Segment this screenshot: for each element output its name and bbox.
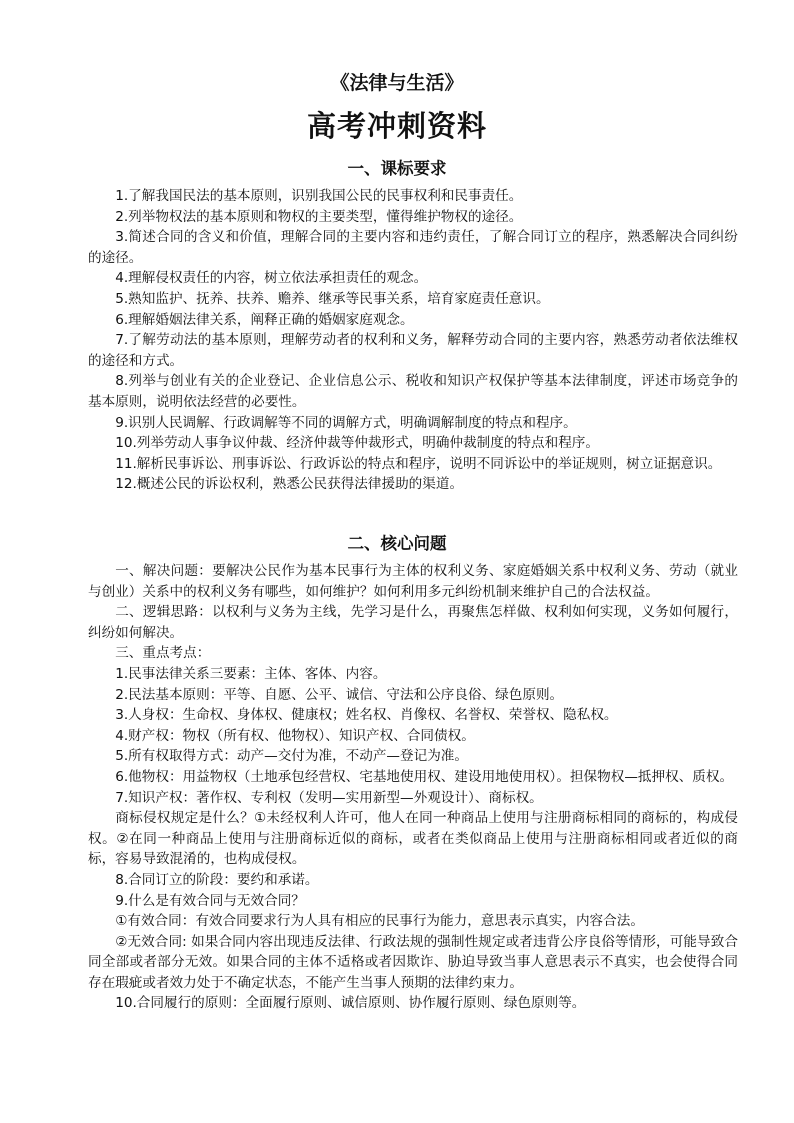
paragraph: ②无效合同: 如果合同内容出现违反法律、行政法规的强制性规定或者违背公序良俗等情形，可能导致合同全部或者部分无效。如果合同的主体不适格或者因欺诈、胁迫导致当事人意思表示不真实，也会使得合同存在瑕疵或者效力处于不确定状态，不能产生当事人预期的法律约束力。: [88, 933, 738, 991]
section-heading-standards: 一、课标要求: [347, 159, 447, 178]
list-item: 7.了解劳动法的基本原则，理解劳动者的权利和义务，解释劳动合同的主要内容，熟悉劳动者依法维权的途径和方式。: [88, 332, 738, 369]
list-item: 10.列举劳动人事争议仲裁、经济仲裁等仲裁形式，明确仲裁制度的特点和程序。: [115, 435, 599, 452]
list-item: 3.简述合同的含义和价值，理解合同的主要内容和违约责任，了解合同订立的程序，熟悉解决合同纠纷的途径。: [88, 229, 738, 266]
paragraph: 二、逻辑思路：以权利与义务为主线，先学习是什么，再聚焦怎样做、权利如何实现，义务如何履行，纠纷如何解决。: [88, 604, 738, 641]
document-title: 高考冲刺资料: [306, 109, 487, 143]
list-item: 12.概述公民的诉讼权利，熟悉公民获得法律援助的渠道。: [115, 476, 464, 493]
list-item: 5.熟知监护、抚养、扶养、赡养、继承等民事关系，培育家庭责任意识。: [115, 290, 550, 307]
list-item: 1.了解我国民法的基本原则，识别我国公民的民事权利和民事责任。: [115, 188, 523, 204]
document-subtitle: 《法律与生活》: [330, 72, 464, 94]
list-item: 6.他物权：用益物权（土地承包经营权、宅基地使用权、建设用地使用权）。担保物权—抵押权、质权。: [115, 768, 734, 785]
standards-list: [88, 186, 738, 495]
paragraph: ①有效合同：有效合同要求行为人具有相应的民事行为能力，意思表示真实，内容合法。: [115, 913, 644, 930]
list-item: 10.合同履行的原则：全面履行原则、诚信原则、协作履行原则、绿色原则等。: [115, 995, 586, 1012]
core-issues-list: [88, 561, 738, 1014]
list-item: 2.民法基本原则：平等、自愿、公平、诚信、守法和公序良俗、绿色原则。: [115, 686, 564, 703]
list-item: 6.理解婚姻法律关系，阐释正确的婚姻家庭观念。: [115, 311, 414, 328]
list-item: 11.解析民事诉讼、刑事诉讼、行政诉讼的特点和程序，说明不同诉讼中的举证规则，树立证据意识。: [115, 455, 722, 472]
list-item: 5.所有权取得方式：动产—交付为准，不动产—登记为准。: [115, 748, 468, 765]
list-item: 4.财产权：物权（所有权、他物权）、知识产权、合同债权。: [115, 727, 475, 744]
list-item: 8.列举与创业有关的企业登记、企业信息公示、税收和知识产权保护等基本法律制度，评述市场竞争的基本原则，说明依法经营的必要性。: [88, 373, 738, 410]
list-item: 1.民事法律关系三要素：主体、客体、内容。: [115, 665, 387, 682]
paragraph: 三、重点考点：: [115, 645, 211, 662]
list-item: 3.人身权：生命权、身体权、健康权；姓名权、肖像权、名誉权、荣誉权、隐私权。: [115, 707, 618, 724]
list-item: 9.识别人民调解、行政调解等不同的调解方式，明确调解制度的特点和程序。: [115, 414, 577, 431]
list-item: 4.理解侵权责任的内容，树立依法承担责任的观念。: [115, 270, 428, 287]
paragraph: 商标侵权规定是什么？①未经权利人许可，他人在同一种商品上使用与注册商标相同的商标的，构成侵权。②在同一种商品上使用与注册商标近似的商标，或者在类似商品上使用与注册商标相同或者近似的商标，容易导致混淆的，也构成侵权。: [88, 810, 738, 868]
list-item: 2.列举物权法的基本原则和物权的主要类型，懂得维护物权的途径。: [115, 208, 523, 225]
list-item: 9.什么是有效合同与无效合同？: [115, 892, 305, 909]
paragraph: 一、解决问题：要解决公民作为基本民事行为主体的权利义务、家庭婚姻关系中权利义务、劳动（就业与创业）关系中的权利义务有哪些，如何维护？如何利用多元纠纷机制来维护自己的合法权益。: [88, 563, 738, 600]
list-item: 8.合同订立的阶段：要约和承诺。: [115, 871, 319, 888]
section-heading-core-issues: 二、核心问题: [347, 534, 447, 553]
list-item: 7.知识产权：著作权、专利权（发明—实用新型—外观设计）、商标权。: [115, 789, 543, 806]
